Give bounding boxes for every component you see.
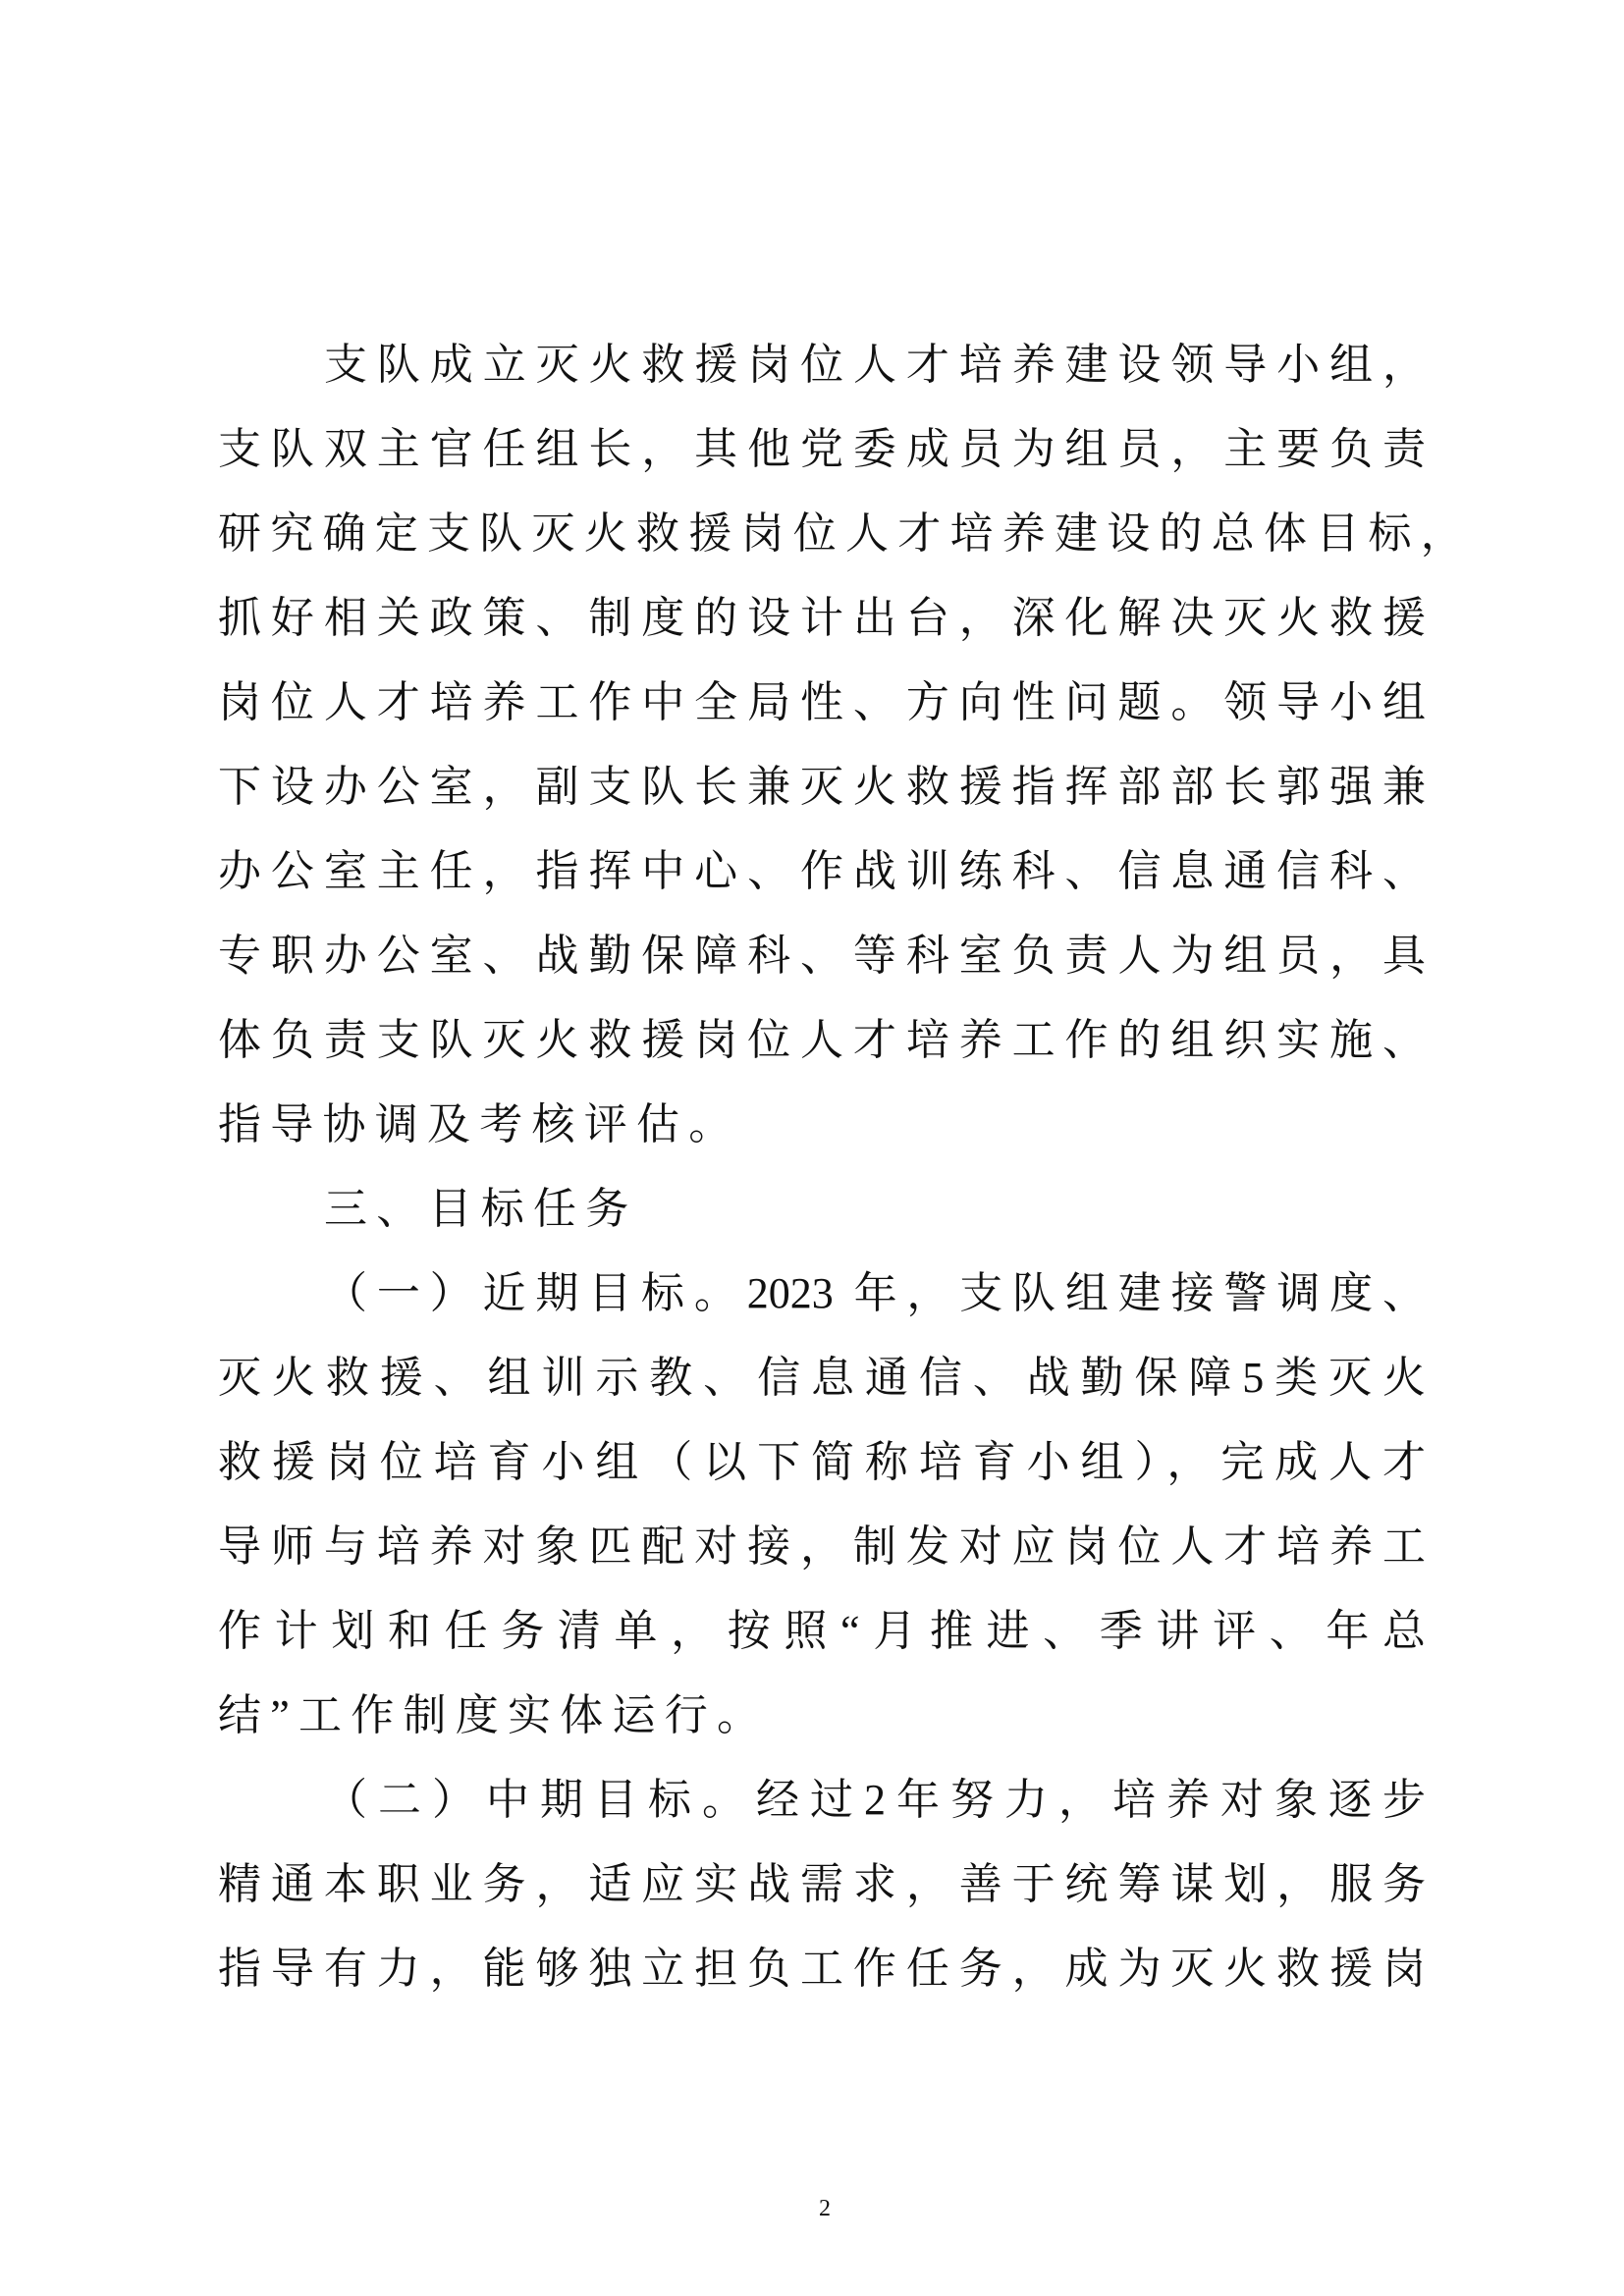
paragraph-mid-term-goal bbox=[218, 1758, 1426, 2011]
text-line: 办公室主任，指挥中心、作战训练科、信息通信科、 bbox=[218, 847, 1426, 895]
paragraph-short-term-goal bbox=[218, 1252, 1426, 1758]
text-line: 精通本职业务，适应实战需求，善于统筹谋划，服务 bbox=[218, 1860, 1426, 1908]
text-line: 作计划和任务清单，按照“月推进、季讲评、年总 bbox=[218, 1607, 1426, 1655]
text-line: 结”工作制度实体运行。 bbox=[218, 1691, 770, 1739]
text-line: 抓好相关政策、制度的设计出台，深化解决灭火救援 bbox=[218, 594, 1426, 642]
text-line: （二）中期目标。经过2年努力，培养对象逐步 bbox=[324, 1776, 1426, 1824]
paragraph-leadership-group bbox=[218, 323, 1473, 1167]
heading-text: 三、目标任务 bbox=[324, 1185, 638, 1233]
section-heading bbox=[218, 1167, 1426, 1252]
text-line: 支队双主官任组长，其他党委成员为组员，主要负责 bbox=[218, 425, 1426, 473]
text-line: 支队成立灭火救援岗位人才培养建设领导小组， bbox=[324, 341, 1426, 389]
text-line: 指导协调及考核评估。 bbox=[218, 1100, 741, 1148]
text-line: 下设办公室，副支队长兼灭火救援指挥部部长郭强兼 bbox=[218, 763, 1426, 811]
page-number: 2 bbox=[819, 2196, 831, 2221]
text-line: 岗位人才培养工作中全局性、方向性问题。领导小组 bbox=[218, 678, 1426, 726]
text-line: 体负责支队灭火救援岗位人才培养工作的组织实施、 bbox=[218, 1016, 1426, 1064]
text-line: 救援岗位培育小组（以下简称培育小组），完成人才 bbox=[218, 1438, 1426, 1486]
text-line: 专职办公室、战勤保障科、等科室负责人为组员，具 bbox=[218, 932, 1426, 980]
body-text bbox=[218, 323, 1473, 2011]
text-line: 灭火救援、组训示教、信息通信、战勤保障5类灭火 bbox=[218, 1354, 1426, 1402]
text-line: 导师与培养对象匹配对接，制发对应岗位人才培养工 bbox=[218, 1522, 1426, 1571]
text-line: 指导有力，能够独立担负工作任务，成为灭火救援岗 bbox=[218, 1945, 1426, 1993]
text-line: （一）近期目标。2023 年，支队组建接警调度、 bbox=[324, 1269, 1426, 1317]
text-line: 研究确定支队灭火救援岗位人才培养建设的总体目标， bbox=[218, 509, 1473, 558]
